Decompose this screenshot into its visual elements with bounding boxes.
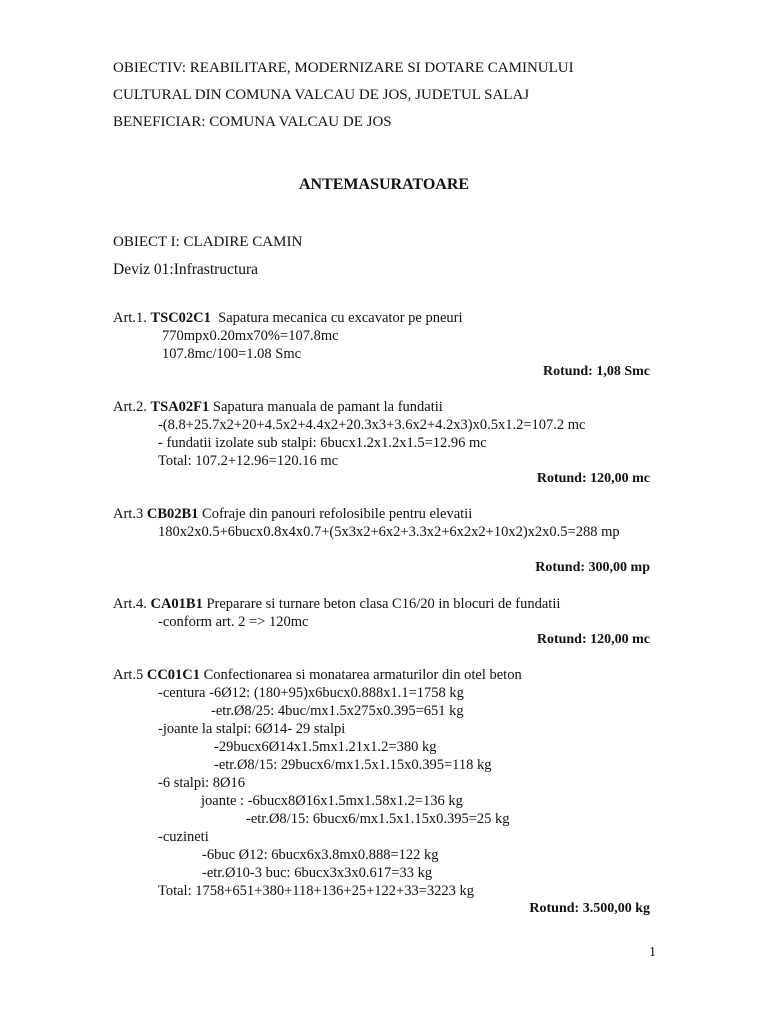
article-prefix: Art.4. xyxy=(113,596,147,612)
calc-line: -cuzineti xyxy=(158,829,209,845)
calc-line: 180x2x0.5+6bucx0.8x4x0.7+(5x3x2+6x2+3.3x2+6x2x2+10x2)x2x0.5=288 mp xyxy=(158,524,620,540)
article-description: Cofraje din panouri refolosibile pentru elevatii xyxy=(198,506,473,522)
article-code: TSA02F1 xyxy=(150,399,210,415)
article-code: TSC02C1 xyxy=(150,310,211,326)
calc-line: -etr.Ø8/25: 4buc/mx1.5x275x0.395=651 kg xyxy=(211,703,464,719)
article-1-heading xyxy=(113,309,463,327)
calc-line: -6buc Ø12: 6bucx6x3.8mx0.888=122 kg xyxy=(202,847,439,863)
article-prefix: Art.3 xyxy=(113,506,144,522)
article-code: CC01C1 xyxy=(146,667,201,683)
article-description: Sapatura manuala de pamant la fundatii xyxy=(209,399,443,415)
calc-line: Total: 1758+651+380+118+136+25+122+33=3223 kg xyxy=(158,883,474,899)
article-2-heading xyxy=(113,398,443,416)
calc-line: 770mpx0.20mx70%=107.8mc xyxy=(162,328,339,344)
calc-line: -joante la stalpi: 6Ø14- 29 stalpi xyxy=(158,721,346,737)
calc-line: -etr.Ø10-3 buc: 6bucx3x3x0.617=33 kg xyxy=(202,865,433,881)
calc-line: -centura -6Ø12: (180+95)x6bucx0.888x1.1=1758 kg xyxy=(158,685,464,701)
article-3-heading xyxy=(113,505,472,523)
article-prefix: Art.5 xyxy=(113,667,144,683)
calc-line: joante : -6bucx8Ø16x1.5mx1.58x1.2=136 kg xyxy=(201,793,463,809)
rotund-value: Rotund: 120,00 mc xyxy=(536,632,650,647)
rotund-value: Rotund: 300,00 mp xyxy=(535,560,650,575)
header-line-3: BENEFICIAR: COMUNA VALCAU DE JOS xyxy=(113,114,392,130)
article-5-heading xyxy=(113,666,522,684)
header-line-1: OBIECTIV: REABILITARE, MODERNIZARE SI DOTARE CAMINULUI xyxy=(113,60,574,76)
header-line-2: CULTURAL DIN COMUNA VALCAU DE JOS, JUDETUL SALAJ xyxy=(113,87,530,103)
article-code: CA01B1 xyxy=(150,596,203,612)
calc-line: Total: 107.2+12.96=120.16 mc xyxy=(158,453,339,469)
calc-line: -etr.Ø8/15: 6bucx6/mx1.5x1.15x0.395=25 kg xyxy=(246,811,510,827)
object-title: OBIECT I: CLADIRE CAMIN xyxy=(113,234,303,250)
rotund-value: Rotund: 1,08 Smc xyxy=(543,364,650,379)
article-description: Confectionarea si monatarea armaturilor din otel beton xyxy=(200,667,522,683)
deviz-title: Deviz 01:Infrastructura xyxy=(113,261,259,278)
rotund-value: Rotund: 120,00 mc xyxy=(536,471,650,486)
calc-line: -etr.Ø8/15: 29bucx6/mx1.5x1.15x0.395=118 kg xyxy=(214,757,492,773)
article-4-heading xyxy=(113,595,560,613)
article-description: Preparare si turnare beton clasa C16/20 in blocuri de fundatii xyxy=(202,596,561,612)
article-code: CB02B1 xyxy=(146,506,199,522)
calc-line: 107.8mc/100=1.08 Smc xyxy=(162,346,302,362)
document-title: ANTEMASURATOARE xyxy=(298,176,470,193)
calc-line: -29bucx6Ø14x1.5mx1.21x1.2=380 kg xyxy=(214,739,437,755)
rotund-value: Rotund: 3.500,00 kg xyxy=(529,901,650,916)
page-number: 1 xyxy=(649,945,656,960)
calc-line: -(8.8+25.7x2+20+4.5x2+4.4x2+20.3x3+3.6x2+4.2x3)x0.5x1.2=107.2 mc xyxy=(158,417,586,433)
article-description: Sapatura mecanica cu excavator pe pneuri xyxy=(210,310,463,326)
calc-line: -6 stalpi: 8Ø16 xyxy=(158,775,245,791)
article-prefix: Art.1. xyxy=(113,310,147,326)
calc-line: -conform art. 2 => 120mc xyxy=(158,614,309,630)
article-prefix: Art.2. xyxy=(113,399,147,415)
calc-line: - fundatii izolate sub stalpi: 6bucx1.2x1.2x1.5=12.96 mc xyxy=(158,435,487,451)
